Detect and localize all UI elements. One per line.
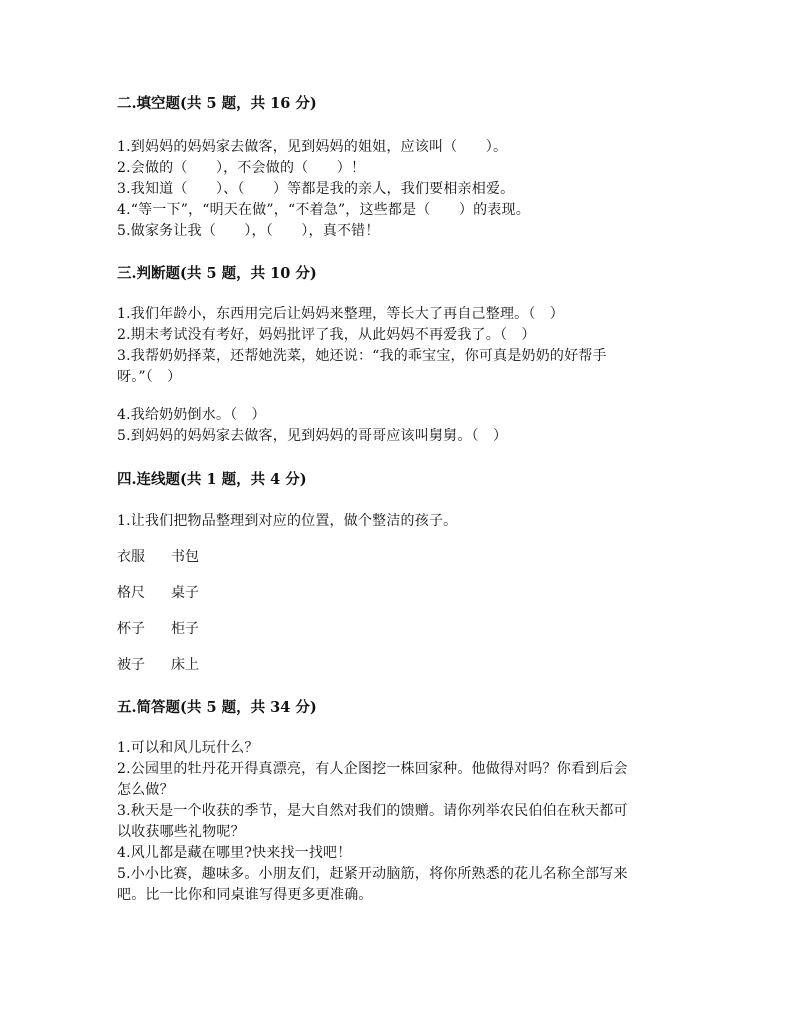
matching-right-item: 桌子 [171,585,199,601]
matching-right-item: 柜子 [171,621,199,637]
section-5-item-3-cont: 以收获哪些礼物呢？ [117,824,245,840]
section-3-item-5: 5.到妈妈的妈妈家去做客，见到妈妈的哥哥应该叫舅舅。（ ） [117,428,508,444]
section-5-item-5: 5.小小比赛，趣味多。小朋友们，赶紧开动脑筋，将你所熟悉的花儿名称全部写来 [117,866,628,882]
section-2-item-2: 2.会做的（ ），不会做的（ ）！ [117,160,366,176]
matching-left-item: 杯子 [117,621,145,637]
matching-right-item: 床上 [171,657,199,673]
section-2-item-5: 5.做家务让我（ ），（ ），真不错！ [117,223,380,239]
matching-row [117,618,199,638]
section-5-item-1: 1.可以和风儿玩什么？ [117,740,259,756]
section-5-item-5-cont: 吧。比一比你和同桌谁写得更多更准确。 [117,887,373,903]
section-3-heading: 三.判断题(共 5 题，共 10 分) [117,265,317,282]
matching-left-item: 被子 [117,657,145,673]
section-3-item-1: 1.我们年龄小，东西用完后让妈妈来整理，等长大了再自己整理。（ ） [117,306,564,322]
section-5-item-2: 2.公园里的牡丹花开得真漂亮，有人企图挖一株回家种。他做得对吗？你看到后会 [117,761,628,777]
section-5-item-2-cont: 怎么做？ [117,782,174,798]
section-5-item-4: 4.风儿都是藏在哪里?快来找一找吧！ [117,845,352,861]
section-4-heading: 四.连线题(共 1 题，共 4 分) [117,471,307,488]
section-5-item-3: 3.秋天是一个收获的季节，是大自然对我们的馈赠。请你列举农民伯伯在秋天都可 [117,803,628,819]
matching-row [117,654,199,674]
matching-row [117,546,199,566]
section-3-item-3-cont: 呀。”（ ） [117,369,182,385]
matching-left-item: 衣服 [117,549,145,565]
section-5-heading: 五.简答题(共 5 题，共 34 分) [117,699,317,716]
section-2-item-4: 4.“等一下”，“明天在做”，“不着急”，这些都是（ ）的表现。 [117,202,530,218]
section-4-question: 1.让我们把物品整理到对应的位置，做个整洁的孩子。 [117,513,458,529]
matching-right-item: 书包 [171,549,199,565]
section-3-item-4: 4.我给奶奶倒水。（ ） [117,407,266,423]
matching-row [117,582,199,602]
matching-left-item: 格尺 [117,585,145,601]
section-2-heading: 二.填空题(共 5 题，共 16 分) [117,95,317,112]
section-2-item-1: 1.到妈妈的妈妈家去做客，见到妈妈的姐姐，应该叫（ ）。 [117,139,508,155]
section-2-item-3: 3.我知道（ ）、（ ）等都是我的亲人，我们要相亲相爱。 [117,181,515,197]
section-3-item-3: 3.我帮奶奶择菜，还帮她洗菜，她还说：“我的乖宝宝，你可真是奶奶的好帮手 [117,348,607,364]
section-3-item-2: 2.期末考试没有考好，妈妈批评了我，从此妈妈不再爱我了。（ ） [117,327,536,343]
